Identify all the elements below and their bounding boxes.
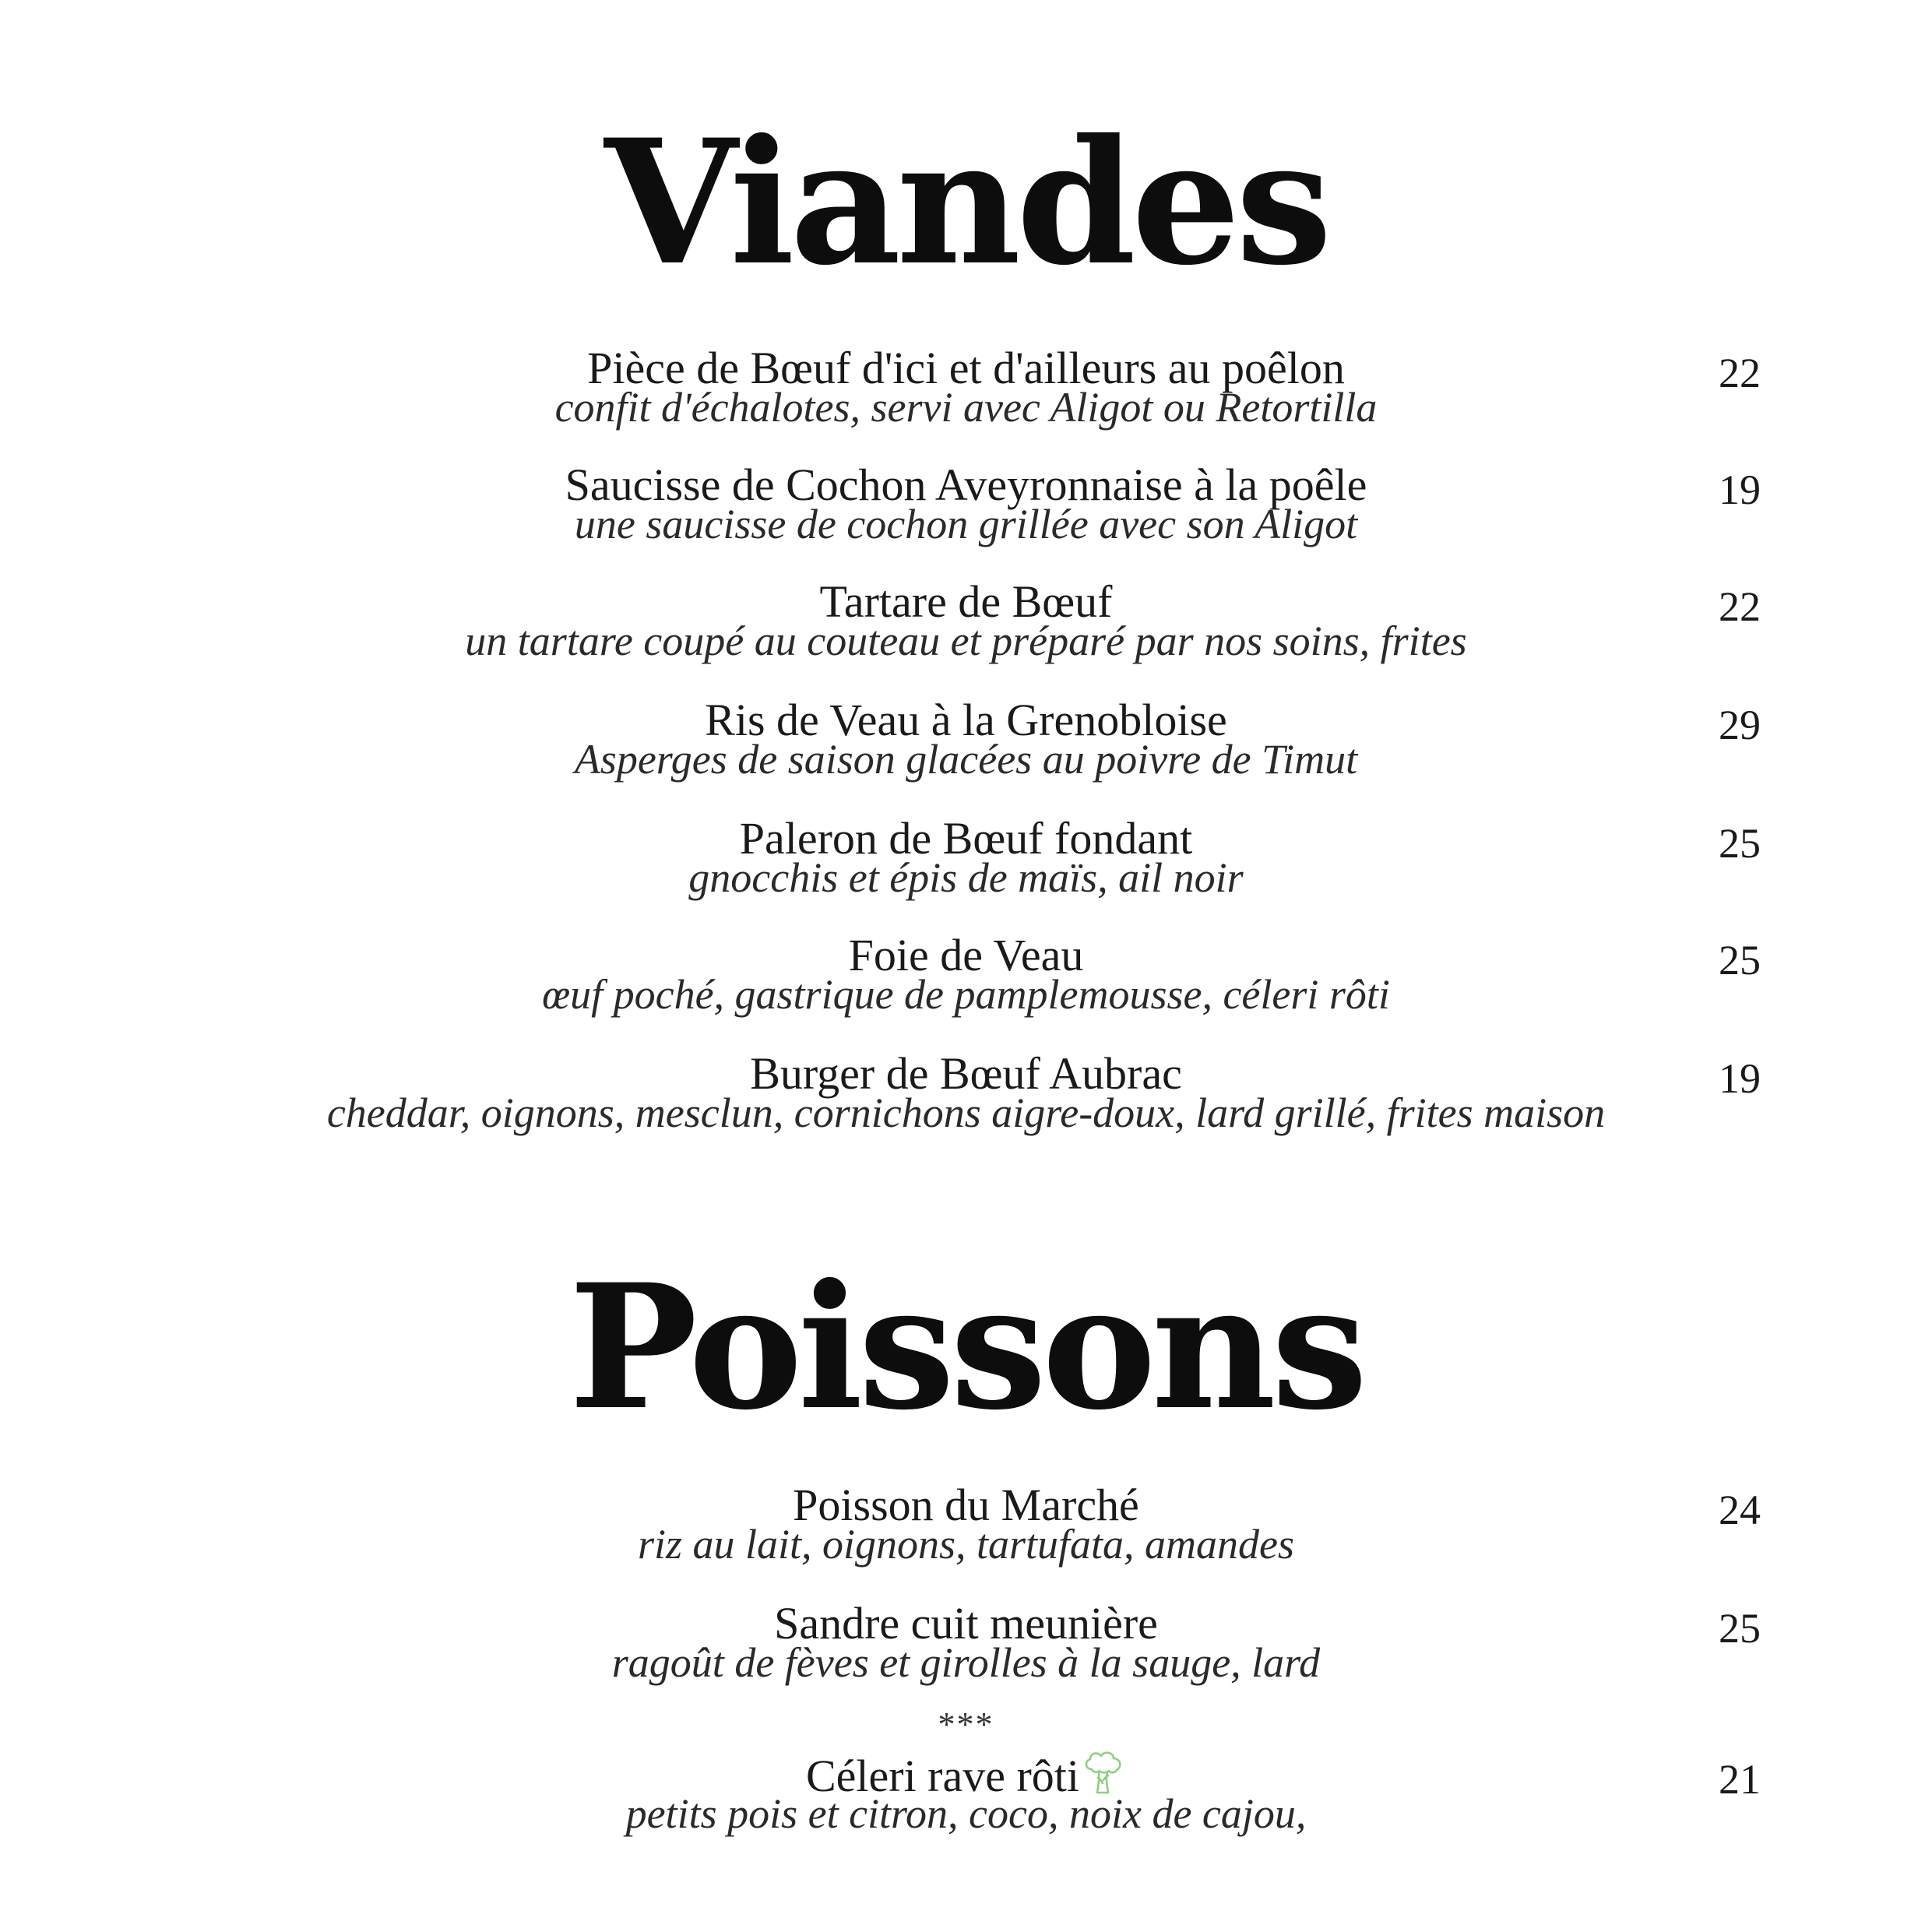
dish-price: 19 (1719, 466, 1761, 513)
broccoli-icon (1081, 1749, 1126, 1796)
dish-price: 22 (1719, 350, 1761, 396)
dish-name: Foie de Veau (848, 930, 1084, 980)
dish-name: Saucisse de Cochon Aveyronnaise à la poêle (565, 459, 1367, 510)
menu-item (0, 813, 1932, 930)
menu-item-vegetarian (0, 1749, 1932, 1866)
dish-name: Céleri rave rôti (805, 1751, 1080, 1801)
dish-name: Sandre cuit meunière (774, 1598, 1158, 1649)
menu-item (0, 930, 1932, 1047)
dish-price: 25 (1719, 1605, 1761, 1652)
menu-item (0, 1048, 1932, 1165)
dish-description: œuf poché, gastrique de pamplemousse, céleri rôti (542, 971, 1390, 1018)
dish-price: 21 (1719, 1756, 1761, 1803)
dish-price: 19 (1719, 1055, 1761, 1102)
section-title-poissons: Poissons (568, 1246, 1364, 1448)
dish-price: 24 (1719, 1487, 1761, 1533)
dish-description: confit d'échalotes, servi avec Aligot ou Retortilla (554, 384, 1378, 431)
dish-price: 22 (1719, 583, 1761, 630)
menu-item (0, 459, 1932, 576)
section-title-viandes: Viandes (604, 101, 1328, 303)
dish-description: cheddar, oignons, mesclun, cornichons aigre-doux, lard grillé, frites maison (326, 1089, 1606, 1136)
dish-name: Burger de Bœuf Aubrac (750, 1048, 1182, 1099)
dish-name: Poisson du Marché (793, 1480, 1139, 1530)
menu-item (0, 576, 1932, 693)
dish-description: un tartare coupé au couteau et préparé par nos soins, frites (465, 618, 1467, 664)
dish-name: Ris de Veau à la Grenobloise (705, 695, 1227, 745)
dish-price: 29 (1719, 702, 1761, 748)
menu-item (0, 343, 1932, 459)
dish-price: 25 (1719, 937, 1761, 984)
dish-description: riz au lait, oignons, tartufata, amandes (637, 1521, 1295, 1568)
dish-description: une saucisse de cochon grillée avec son Aligot (574, 501, 1358, 547)
dish-name: Tartare de Bœuf (819, 576, 1113, 627)
menu-item (0, 1480, 1932, 1596)
dish-name: Pièce de Bœuf d'ici et d'ailleurs au poêlon (587, 343, 1345, 393)
menu-item (0, 695, 1932, 811)
separator: *** (938, 1705, 994, 1744)
dish-description: gnocchis et épis de maïs, ail noir (688, 854, 1244, 901)
dish-description: Asperges de saison glacées au poivre de Timut (574, 736, 1358, 783)
menu-item (0, 1598, 1932, 1715)
dish-description: petits pois et citron, coco, noix de cajou, (625, 1790, 1307, 1837)
dish-name: Paleron de Bœuf fondant (739, 813, 1193, 864)
dish-description: ragoût de fèves et girolles à la sauge, lard (611, 1639, 1321, 1686)
dish-price: 25 (1719, 820, 1761, 867)
